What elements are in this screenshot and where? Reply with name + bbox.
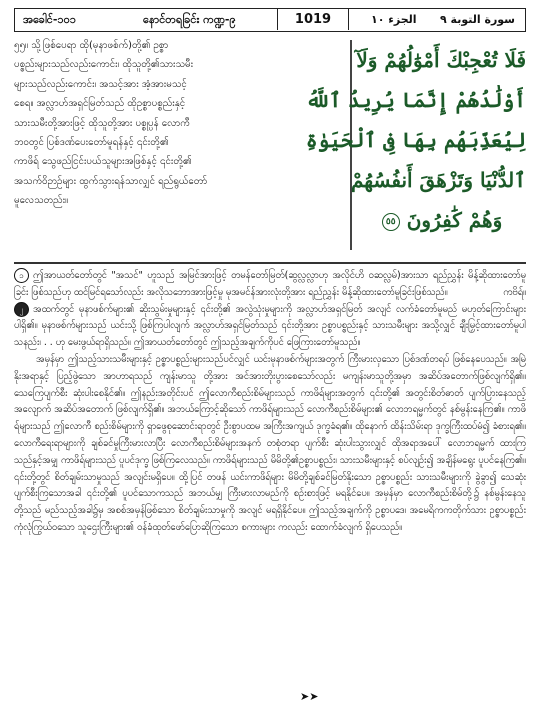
- verse-translation: [14, 36, 344, 211]
- page-number: 1019: [277, 9, 349, 30]
- translation-line: ပစ္စည်းများသည်လည်းကောင်း၊ ထိုသူတို့၏သားသမီး: [14, 59, 194, 71]
- arabic-line: أَوْلَٰدُهُمْ إِنَّمَا يُرِيدُ ٱللَّهُ: [305, 88, 526, 112]
- footnote-number-2: ၂: [14, 302, 29, 317]
- ayah-number-marker: ٥٥: [382, 213, 400, 231]
- translation-line: ကာဖိရ် သွေဖည်ငြင်းပယ်သူများအဖြစ်နှင့် ၎င်းတို့၏: [14, 156, 192, 168]
- footnote-1: [14, 268, 526, 302]
- footnote-number-1: ၁: [14, 268, 29, 283]
- translation-line: မူလေသတည်း။: [14, 195, 69, 207]
- footnote-text: ဤအာယတ်တော်တွင် "အသင်" ဟူသည် အမြင်အားဖြင့် တမန်တော်မြတ်(ဆွလ္လလ္လာဟု အလိုင်ဟိ ဝဆလ္လမ်)အားသာ ရည်ညွှန်း မိန့်ဆိုထားတော်မူခြင်း ဖြစ်သည်ဟု ထင်မြင်ရသော်လည်း အလိုသဘောအားဖြင့်မှု မုအမင်န်အားလုံးတို့အား ရည်ညွှန်း မိန့်ဆိုထားတော်မူခြင်းဖြစ်သည်။: [14, 270, 526, 298]
- footnote-source-tag: ကဗိရ်။: [503, 286, 526, 298]
- translation-line: များသည်လည်းကောင်း၊ အသင့်အား အံ့အားမသင့်: [14, 78, 187, 90]
- translation-line: ဘဝတွင် ပြစ်ဒဏ်ပေးတော်မူရန်နှင့် ၎င်းတို့၏: [14, 137, 169, 149]
- arabic-line: فَلَا تُعْجِبْكَ أَمْوَٰلُهُمْ وَلَآ: [356, 48, 526, 72]
- header-juz: الجزء ١٠: [371, 13, 417, 26]
- commentary: [14, 268, 526, 537]
- page-header: [14, 8, 526, 32]
- header-chapter-label: နောင်တရခြင်း ကဏ္ဍ-၉: [143, 13, 236, 26]
- header-section-label: အခေါင်-၁၀၁: [23, 13, 76, 26]
- continue-marker: ➤➤: [300, 690, 319, 703]
- header-surah: سورة التوبة ٩: [439, 13, 515, 26]
- section-divider: [14, 262, 526, 264]
- footnote-2: [14, 302, 526, 352]
- arabic-line: ٱلدُّنْيَا وَتَزْهَقَ أَنفُسُهُمْ: [350, 168, 526, 192]
- commentary-paragraph: အမှန်မှာ ဤသည့်သားသမီးများနှင့် ဥစ္စာပစ္စည်းများသည်ပင်လျှင် ယင်းမုနာဖစ်က်များအတွက် ကြီးမားလှသော ပြစ်ဒဏ်တရပ် ဖြစ်နေပေသည်။ အမြဲနိုးအရာနှင့် ပြည့်ဖွဲသော အာဟာရသည် ကျန်းမာသူ တို့အား အင်အားတိုးပွားစေသော်လည်း မကျန်းမာသူတို့အမှာ အဆိပ်အတောက်ဖြစ်လျက်ရှိ၏။ သေကြေပျက်စီး ဆုံးပါးစေနိုင်၏။ ဤနည်းအတိုင်းပင် ဤလောကီစည်းစိမ်များသည် ကာဖိရ်များအတွက် ၎င်းတို့၏ အတွင်းစိတ်ဓာတ် ပျက်ပြားနေသည့်အလျောက် အဆိပ်အတောက် ဖြစ်လျက်ရှိ၏။ အဘယ်ကြောင့်ဆိုသော် ကာဖိရ်များသည် လောကီစည်းစိမ်များ၏ လောဘရမ္မက်တွင် နစ်မွန်းနေကြ၏။ ကာဖိရ်များသည် ဤလောကီ စည်းစိမ်များကို ရှာဖွေစုဆောင်းရာတွင် ဦးစွာပထမ အကြီးအကျယ် ဒုက္ခခံရ၏။ ထိုနောက် ထိန်းသိမ်းရာ ဒုက္ခကြီးထပ်မံ၍ ခံစားရ၏။ လောကီရေးရာများကို ချစ်ခင်မှုကြီးမားလာပြီး လောကီစည်းစိမ်များအနက် တစုံတရာ ပျက်စီး ဆုံးပါးသွားလျှင် ထိုအရာအပေါ် လောဘရမ္မက် ထားကြသည်နှင့်အမျှ ကာဖိရ်များသည် ပူပင်ဒုက္ခ ဖြစ်ကြလေသည်။ ကာဖိရ်များသည် မိမိတို့၏ဥစ္စာပစ္စည်း၊ သားသမီးများနှင့် စပ်လျဉ်း၍ အချိန်မရွေး ပူပင်နေကြ၏။ ၎င်းတို့တွင် စိတ်ချမ်းသာမှုသည် အလျင်းမရှိပေ။ ထို့ပြင် တဖန် ယင်းကာဖိရ်များ မိမိတို့ချစ်ခင်မြတ်နိုးသော ဥစ္စာပစ္စည်း သားသမီးများကို ခွဲခွာ၍ သေဆုံးပျက်စီးကြသောအခါ ၎င်းတို့၏ ပူပင်သောကသည် အဘယ်မျှ ကြီးမားလာမည်ကို စဉ်းစားဖြင့် မရနိုင်ပေ။ အမှန်မှာ လောကီစည်းစိမ်တို့၌ နစ်မွန်းနေသူတို့သည် မည်သည့်အခါ၌မှ အစစ်အမှန်ဖြစ်သော စိတ်ချမ်းသာမှုကို အလျင် မရရှိနိုင်ပေ။ ဤသည့်အချက်ကို ဥစ္စာပဒေ၊ အမေရိကကတိုက်သား ဥစ္စာပစ္စည်း ကုံလုံကြွယ်ဝသော သူဌေးကြီးများ၏ ဝန်ခံထုတ်ဖော်ပြောဆိုကြသော စကားများ ကလည်း ထောက်ခံလျက် ရှိပေသည်။: [14, 353, 526, 533]
- translation-line: အသက်ဝိဉာဉ်များ ထွက်သွားရန်သာလျှင် ရည်ရွယ်တော်: [14, 175, 208, 187]
- footnote-text: အထက်တွင် မုနာဖစ်က်များ၏ ဆိုးသွမ်းမှုများနှင့် ၎င်းတို့၏ အလွဲသုံးမှုများကို အလ္လာဟ်အရှင်မြတ် အလျင် လက်ခံတော်မူမည် မဟုတ်ကြောင်းများ ပါရှိ၏။ မုနာဖစ်က်များသည် ယင်းသို့ ဖြစ်ကြပါလျက် အလ္လာဟ်အရှင်မြတ်သည် ၎င်းတို့အား ဥစ္စာပစ္စည်းနှင့် သားသမီးများ အသို့လျှင် ချီးမြှင့်ထားတော်မူပါသနည်း၊ . . ဟု မေးဖွယ်ရာရှိသည်။ ဤအာယတ်တော်တွင် ဤသည့်အချက်ကိုပင် ဖြေကြားတော်မူသည်။: [14, 303, 526, 349]
- arabic-line-text: وَهُمْ كَٰفِرُونَ: [406, 208, 503, 232]
- verse-section: [14, 36, 526, 256]
- translation-line: စေရ။ အလ္လာဟ်အရှင်မြတ်သည် ထိုဥစ္စာပစ္စည်းနှင့်: [14, 98, 186, 110]
- translation-line: ၅၅။ သို့ဖြစ်ပေရာ ထို(မုနာဖစ်က်)တို့၏ ဥစ္စာ: [14, 40, 169, 51]
- translation-line: သားသမီးတို့အားဖြင့် ထိုသူတို့အား ပစ္စုပ္ပန် လောကီ: [14, 117, 190, 129]
- arabic-line: [358, 200, 526, 240]
- arabic-verse: [305, 40, 526, 240]
- arabic-line: لِيُعَذِّبَهُم بِهَا فِى ٱلْحَيَوٰةِ: [305, 128, 526, 152]
